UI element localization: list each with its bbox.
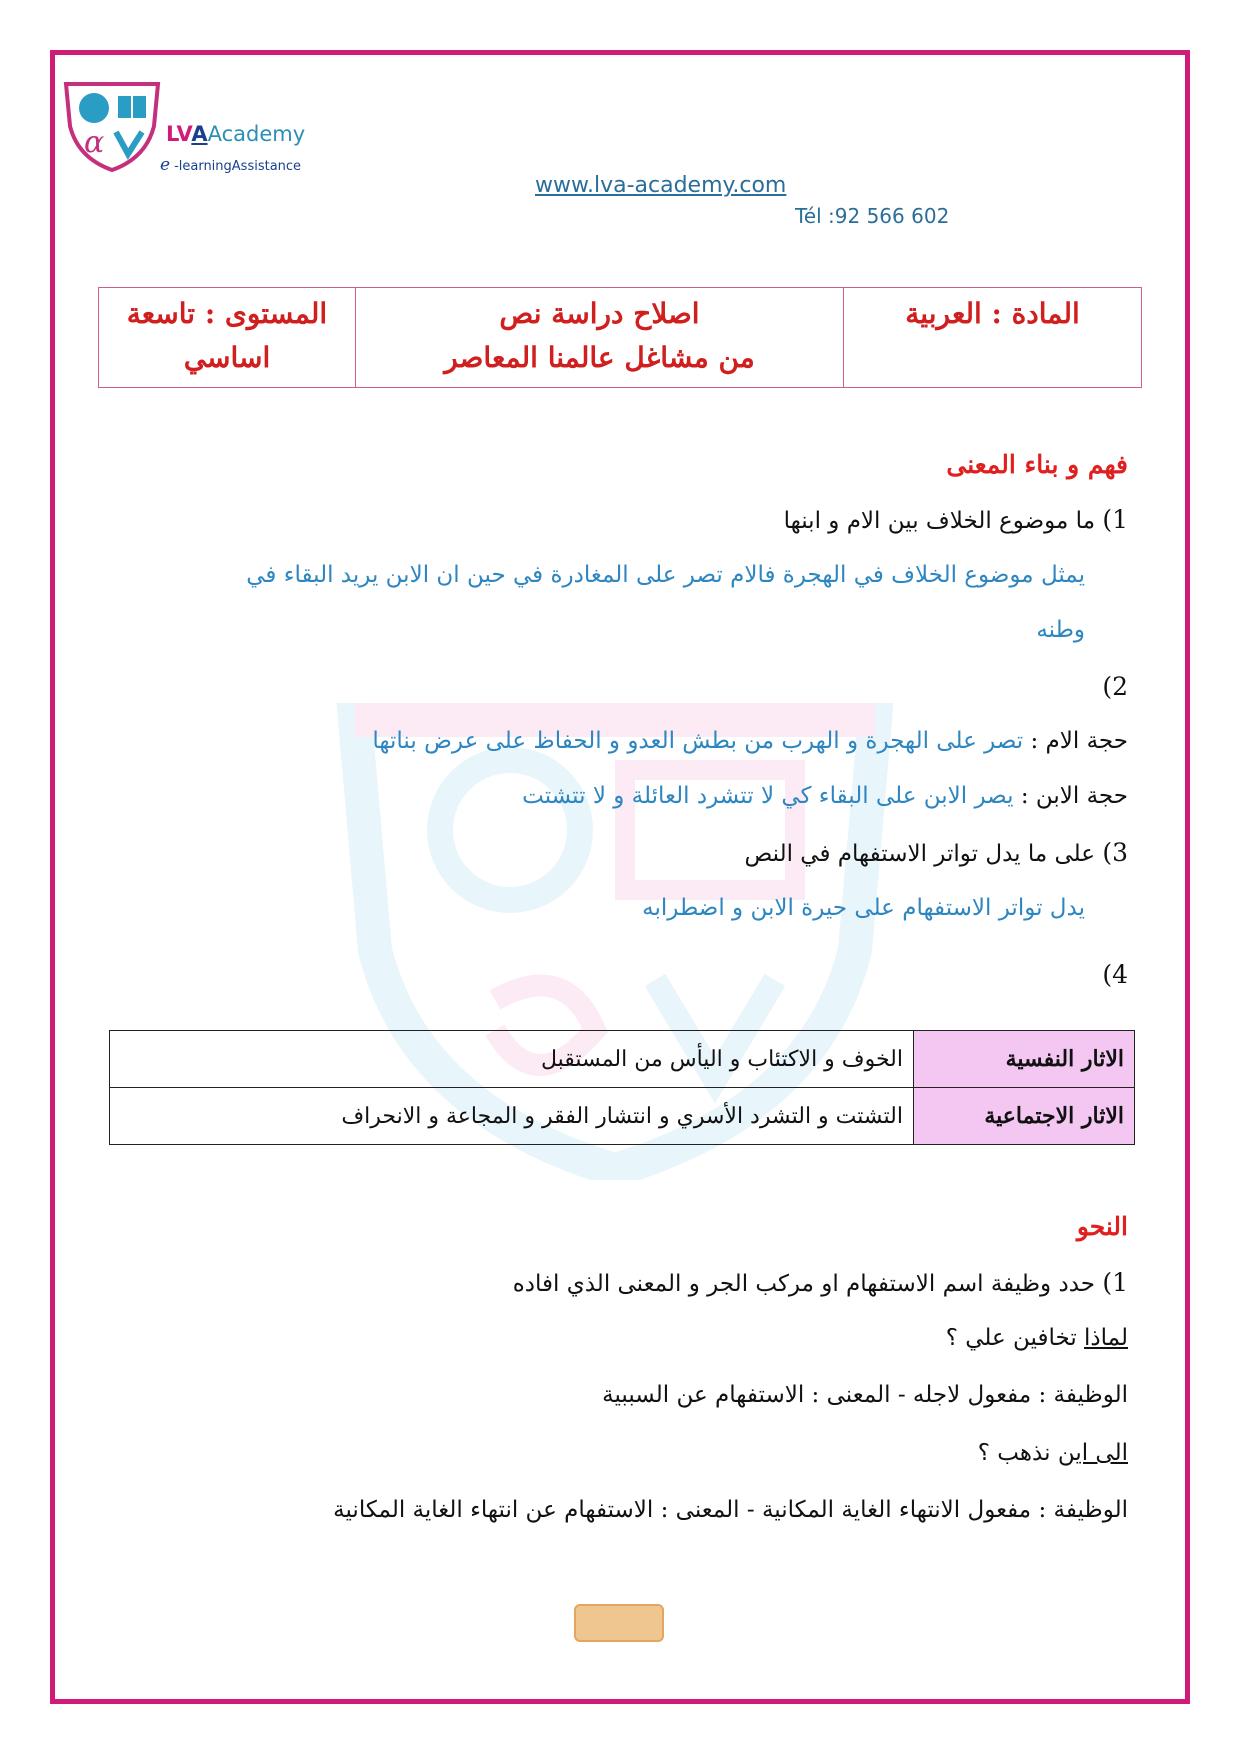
subject-label: المادة : العربية (905, 297, 1080, 330)
grammar-answer-2: الوظيفة : مفعول الانتهاء الغاية المكانية - المعنى : الاستفهام عن انتهاء الغاية المكانية (333, 1497, 1128, 1523)
brand-academy: Academy (207, 122, 306, 146)
table-row (110, 1031, 1135, 1088)
question-4-number: 4) (1102, 960, 1128, 989)
brand-tagline (160, 155, 301, 175)
question-3-text: على ما يدل تواتر الاستفهام في النص (744, 841, 1096, 867)
question-1 (784, 505, 1128, 534)
brand-a: A (191, 122, 208, 146)
effects-label-cell: الاثار النفسية (914, 1031, 1135, 1088)
table-row (110, 1088, 1135, 1145)
effects-value-cell: الخوف و الاكتئاب و اليأس من المستقبل (110, 1031, 914, 1088)
brand-e: e (160, 155, 171, 175)
question-4 (1102, 960, 1128, 989)
son-argument-label: حجة الابن : (1020, 783, 1128, 809)
grammar-example-2 (978, 1440, 1128, 1466)
question-1-number: 1) (1102, 505, 1128, 534)
grammar-question-1-text: حدد وظيفة اسم الاستفهام او مركب الجر و المعنى الذي افاده (512, 1271, 1096, 1297)
effects-label-cell: الاثار الاجتماعية (914, 1088, 1135, 1145)
answer-1-line2: وطنه (1036, 617, 1085, 643)
effects-table (109, 1030, 1135, 1145)
example-2-interrogative: الى اين (1057, 1440, 1128, 1466)
grammar-question-1 (513, 1268, 1128, 1297)
section-comprehension-title: فهم و بناء المعنى (946, 450, 1128, 479)
lva-academy-logo-icon (62, 80, 162, 172)
mother-argument (372, 728, 1128, 754)
telephone: Tél :92 566 602 (795, 204, 950, 228)
brand-name (166, 122, 305, 146)
website-link[interactable]: www.lva-academy.com (535, 173, 787, 198)
example-1-rest: تخافين علي ؟ (945, 1325, 1077, 1351)
question-3-number: 3) (1102, 838, 1128, 867)
lesson-title-line2: من مشاغل عالمنا المعاصر (444, 341, 755, 374)
mother-argument-label: حجة الام : (1030, 728, 1128, 754)
level-cell (99, 288, 356, 388)
grammar-question-1-number: 1) (1102, 1268, 1128, 1297)
level-line2: اساسي (183, 341, 271, 374)
example-2-rest: نذهب ؟ (977, 1440, 1051, 1466)
son-argument-answer: يصر الابن على البقاء كي لا تتشرد العائلة و لا تتشتت (522, 783, 1014, 809)
effects-value-cell: التشتت و التشرد الأسري و انتشار الفقر و المجاعة و الانحراف (110, 1088, 914, 1145)
answer-3: يدل تواتر الاستفهام على حيرة الابن و اضطرابه (642, 895, 1085, 921)
page-number-tab (574, 1604, 664, 1642)
question-1-text: ما موضوع الخلاف بين الام و ابنها (783, 508, 1096, 534)
brand-sub-text: -learningAssistance (174, 159, 302, 174)
brand-lv: LV (166, 122, 192, 146)
svg-text:α: α (84, 125, 105, 160)
question-2 (1102, 672, 1128, 701)
mother-argument-answer: تصر على الهجرة و الهرب من بطش العدو و الحفاظ على عرض بناتها (372, 728, 1024, 754)
lesson-title-line1: اصلاح دراسة نص (499, 297, 700, 330)
subject-cell (844, 288, 1142, 388)
question-2-number: 2) (1102, 672, 1128, 701)
question-3 (744, 838, 1128, 867)
example-1-interrogative: لماذا (1084, 1325, 1128, 1351)
answer-1-line1: يمثل موضوع الخلاف في الهجرة فالام تصر على المغادرة في حين ان الابن يريد البقاء في (246, 562, 1085, 588)
header-table (98, 287, 1142, 388)
level-line1: المستوى : تاسعة (126, 297, 328, 330)
son-argument (522, 783, 1128, 809)
grammar-answer-1: الوظيفة : مفعول لاجله - المعنى : الاستفهام عن السببية (602, 1382, 1128, 1408)
grammar-example-1 (946, 1325, 1128, 1351)
title-cell (356, 288, 844, 388)
section-grammar-title: النحو (1076, 1212, 1128, 1241)
